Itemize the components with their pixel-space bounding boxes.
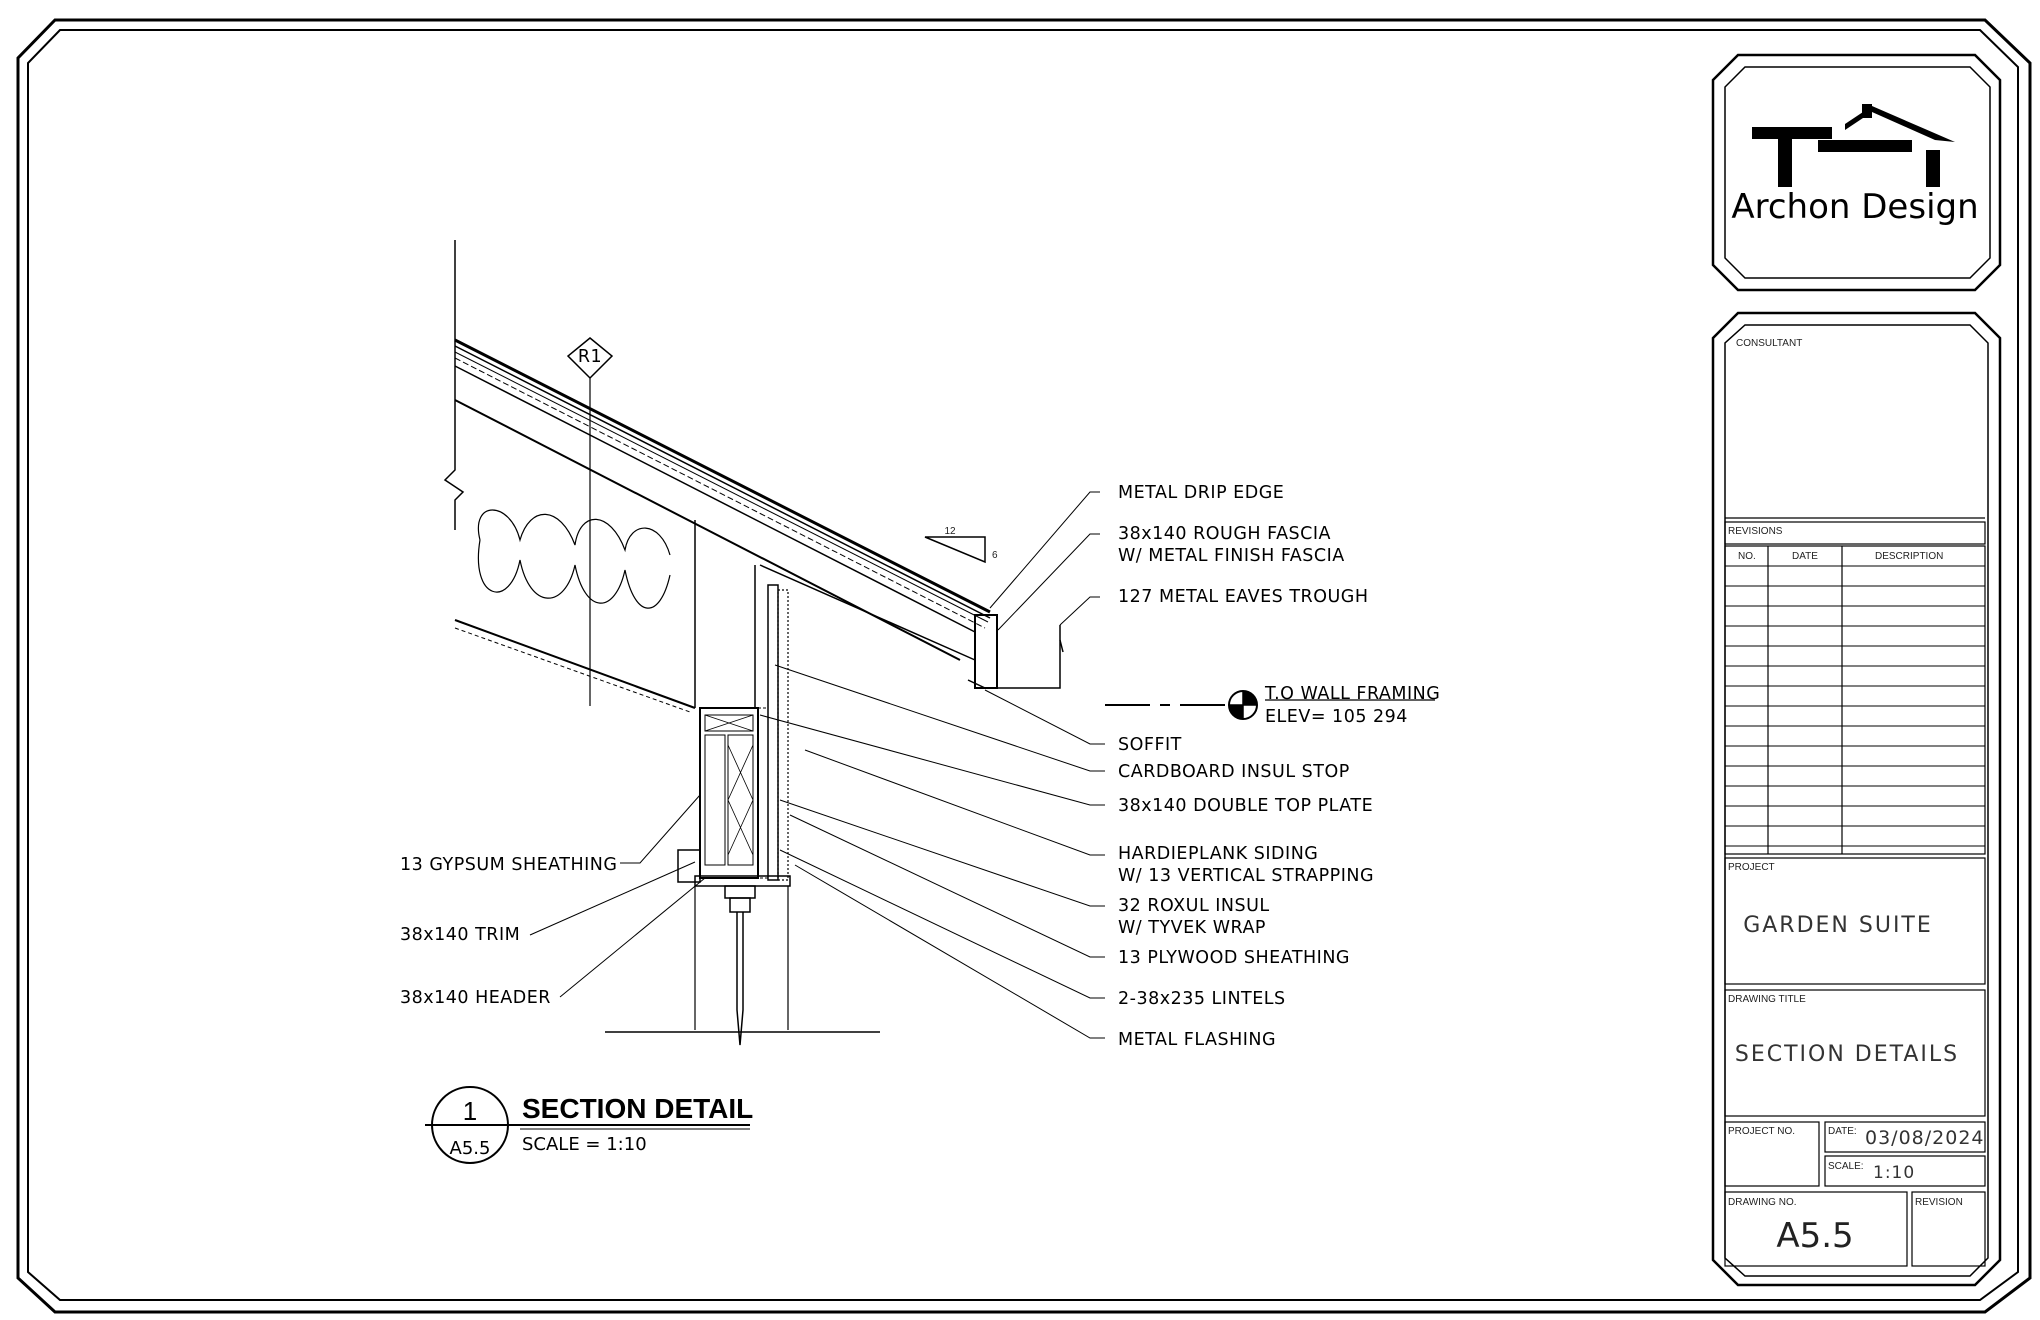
company-name: Archon Design	[1731, 187, 1979, 227]
slope-run: 12	[944, 526, 956, 537]
rev-col-description: DESCRIPTION	[1875, 551, 1944, 562]
archon-logo-icon	[1752, 104, 1955, 187]
callout-label: 13 PLYWOOD SHEATHING	[1118, 948, 1350, 968]
rev-col-no: NO.	[1738, 551, 1756, 562]
scale-value: 1:10	[1873, 1163, 1916, 1183]
right-callouts	[1118, 483, 1374, 1050]
callout-label: 38x140 DOUBLE TOP PLATE	[1118, 796, 1374, 816]
slope-rise: 6	[992, 550, 998, 561]
callout-label: HARDIEPLANK SIDING	[1118, 844, 1319, 864]
callout-header: 38x140 HEADER	[400, 988, 551, 1008]
revision-label: REVISION	[1915, 1197, 1963, 1208]
callout-label: W/ TYVEK WRAP	[1118, 918, 1266, 938]
callout-label: 127 METAL EAVES TROUGH	[1118, 587, 1369, 607]
project-value: GARDEN SUITE	[1743, 913, 1933, 938]
elevation-label: T.O WALL FRAMING	[1265, 684, 1441, 704]
callout-label: CARDBOARD INSUL STOP	[1118, 762, 1350, 782]
project-label: PROJECT	[1728, 862, 1775, 873]
revisions-label: REVISIONS	[1728, 526, 1783, 537]
project-no-label: PROJECT NO.	[1728, 1126, 1796, 1137]
callout-label: W/ 13 VERTICAL STRAPPING	[1118, 866, 1375, 886]
drawing-no-label: DRAWING NO.	[1728, 1197, 1797, 1208]
scale-label: SCALE:	[1828, 1161, 1864, 1172]
callout-label: SOFFIT	[1118, 735, 1182, 755]
elevation-value: ELEV= 105 294	[1265, 707, 1408, 727]
callout-gypsum: 13 GYPSUM SHEATHING	[400, 855, 618, 875]
logo-box	[1713, 55, 2000, 290]
rev-col-date: DATE	[1792, 551, 1818, 562]
callout-label: METAL FLASHING	[1118, 1030, 1277, 1050]
section-sheet: A5.5	[449, 1138, 491, 1159]
revision-rows	[1725, 566, 1985, 846]
section-number: 1	[462, 1096, 478, 1126]
drawing-no-value: A5.5	[1776, 1216, 1854, 1256]
callout-label: 32 ROXUL INSUL	[1118, 896, 1270, 916]
date-value: 03/08/2024	[1865, 1127, 1985, 1149]
callout-trim: 38x140 TRIM	[400, 925, 521, 945]
callout-label: METAL DRIP EDGE	[1118, 483, 1285, 503]
callout-label: 38x140 ROUGH FASCIA	[1118, 524, 1332, 544]
section-scale: SCALE = 1:10	[522, 1134, 647, 1155]
section-title: SECTION DETAIL	[522, 1093, 754, 1124]
drawing-title-label: DRAWING TITLE	[1728, 994, 1806, 1005]
consultant-label: CONSULTANT	[1736, 338, 1803, 349]
callout-label: W/ METAL FINISH FASCIA	[1118, 546, 1345, 566]
callout-label: 2-38x235 LINTELS	[1118, 989, 1286, 1009]
drawing-title-value: SECTION DETAILS	[1734, 1042, 1960, 1067]
detail-tag: R1	[577, 347, 603, 367]
date-label: DATE:	[1828, 1126, 1857, 1137]
